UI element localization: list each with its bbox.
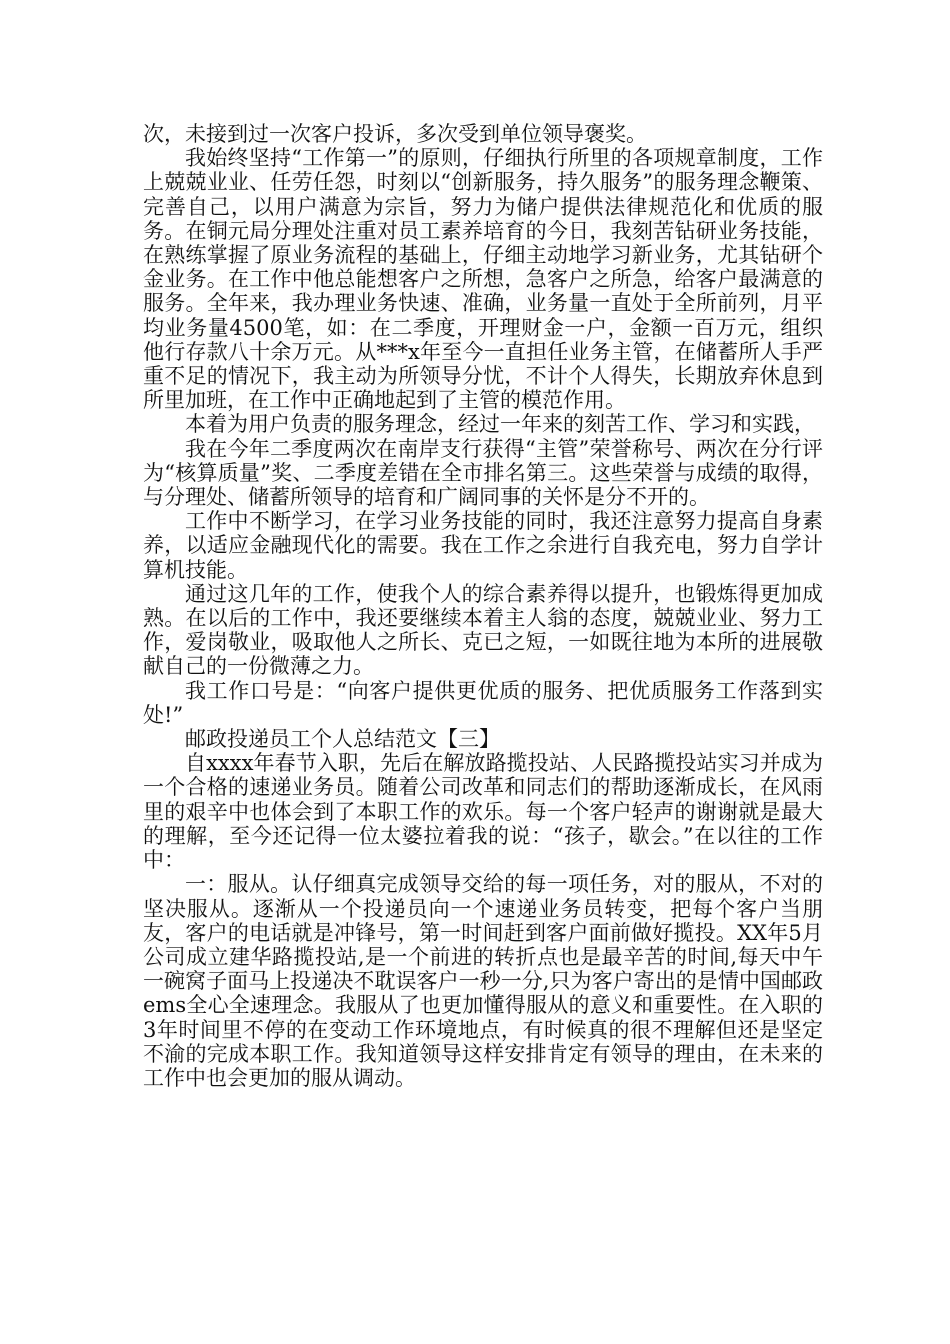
paragraph-4: 我在今年二季度两次在南岸支行获得“主管”荣誉称号、两次在分行评为“核算质量”奖、二季度差错在全市排名第三。这些荣誉与成绩的取得，与分理处、储蓄所领导的培育和广阔同事的关怀是分不开的。 (143, 436, 823, 510)
section-heading: 邮政投递员工个人总结范文【三】 (185, 727, 500, 752)
paragraph-2: 我始终坚持“工作第一”的原则，仔细执行所里的各项规章制度，工作上兢兢业业、任劳任怨，时刻以“创新服务，持久服务”的服务理念鞭策、完善自己，以用户满意为宗旨，努力为储户提供法律规范化和优质的服务。在铜元局分理处注重对员工素养培育的今日，我刻苦钻研业务技能，在熟练掌握了原业务流程的基础上，仔细主动地学习新业务，尤其钻研个金业务。在工作中他总能想客户之所想，急客户之所急，给客户最满意的服务。全年来，我办理业务快速、准确，业务量一直处于全所前列，月平均业务量4500笔，如：在二季度，开理财金一户，金额一百万元，组织他行存款八十余万元。从***x年至今一直担任业务主管，在储蓄所人手严重不足的情况下，我主动为所领导分忧，不计个人得失，长期放弃休息到所里加班，在工作中正确地起到了主管的模范作用。 (143, 146, 823, 413)
paragraph-3: 本着为用户负责的服务理念，经过一年来的刻苦工作、学习和实践， (185, 412, 815, 437)
paragraph-7: 我工作口号是：“向客户提供更优质的服务、把优质服务工作落到实处!” (143, 678, 823, 727)
paragraph-9: 一：服从。认仔细真完成领导交给的每一项任务，对的服从，不对的坚决服从。逐渐从一个投递员向一个速递业务员转变，把每个客户当朋友，客户的电话就是冲锋号，第一时间赶到客户面前做好揽投。XX年5月公司成立建华路揽投站,是一个前进的转折点也是最辛苦的时间,每天中午一碗窝子面马上投递决不耽误客户一秒一分,只为客户寄出的是情中国邮政ems全心全速理念。我服从了也更加懂得服从的意义和重要性。在入职的3年时间里不停的在变动工作环境地点，有时候真的很不理解但还是坚定不渝的完成本职工作。我知道领导这样安排肯定有领导的理由，在未来的工作中也会更加的服从调动。 (143, 872, 823, 1090)
paragraph-5: 工作中不断学习，在学习业务技能的同时，我还注意努力提高自身素养，以适应金融现代化的需要。我在工作之余进行自我充电，努力自学计算机技能。 (143, 509, 823, 582)
document-page (143, 122, 823, 1090)
paragraph-1: 次，未接到过一次客户投诉，多次受到单位领导褒奖。 (143, 122, 647, 146)
paragraph-8: 自xxxx年春节入职，先后在解放路揽投站、人民路揽投站实习并成为一个合格的速递业务员。随着公司改革和同志们的帮助逐渐成长，在风雨里的艰辛中也体会到了本职工作的欢乐。每一个客户轻声的谢谢就是最大的理解，至今还记得一位太婆拉着我的说：“孩子，歇会。”在以往的工作中： (143, 751, 823, 873)
paragraph-6: 通过这几年的工作，使我个人的综合素养得以提升，也锻炼得更加成熟。在以后的工作中，我还要继续本着主人翁的态度，兢兢业业、努力工作，爱岗敬业，吸取他人之所长、克已之短，一如既往地为本所的进展敬献自己的一份微薄之力。 (143, 581, 823, 679)
